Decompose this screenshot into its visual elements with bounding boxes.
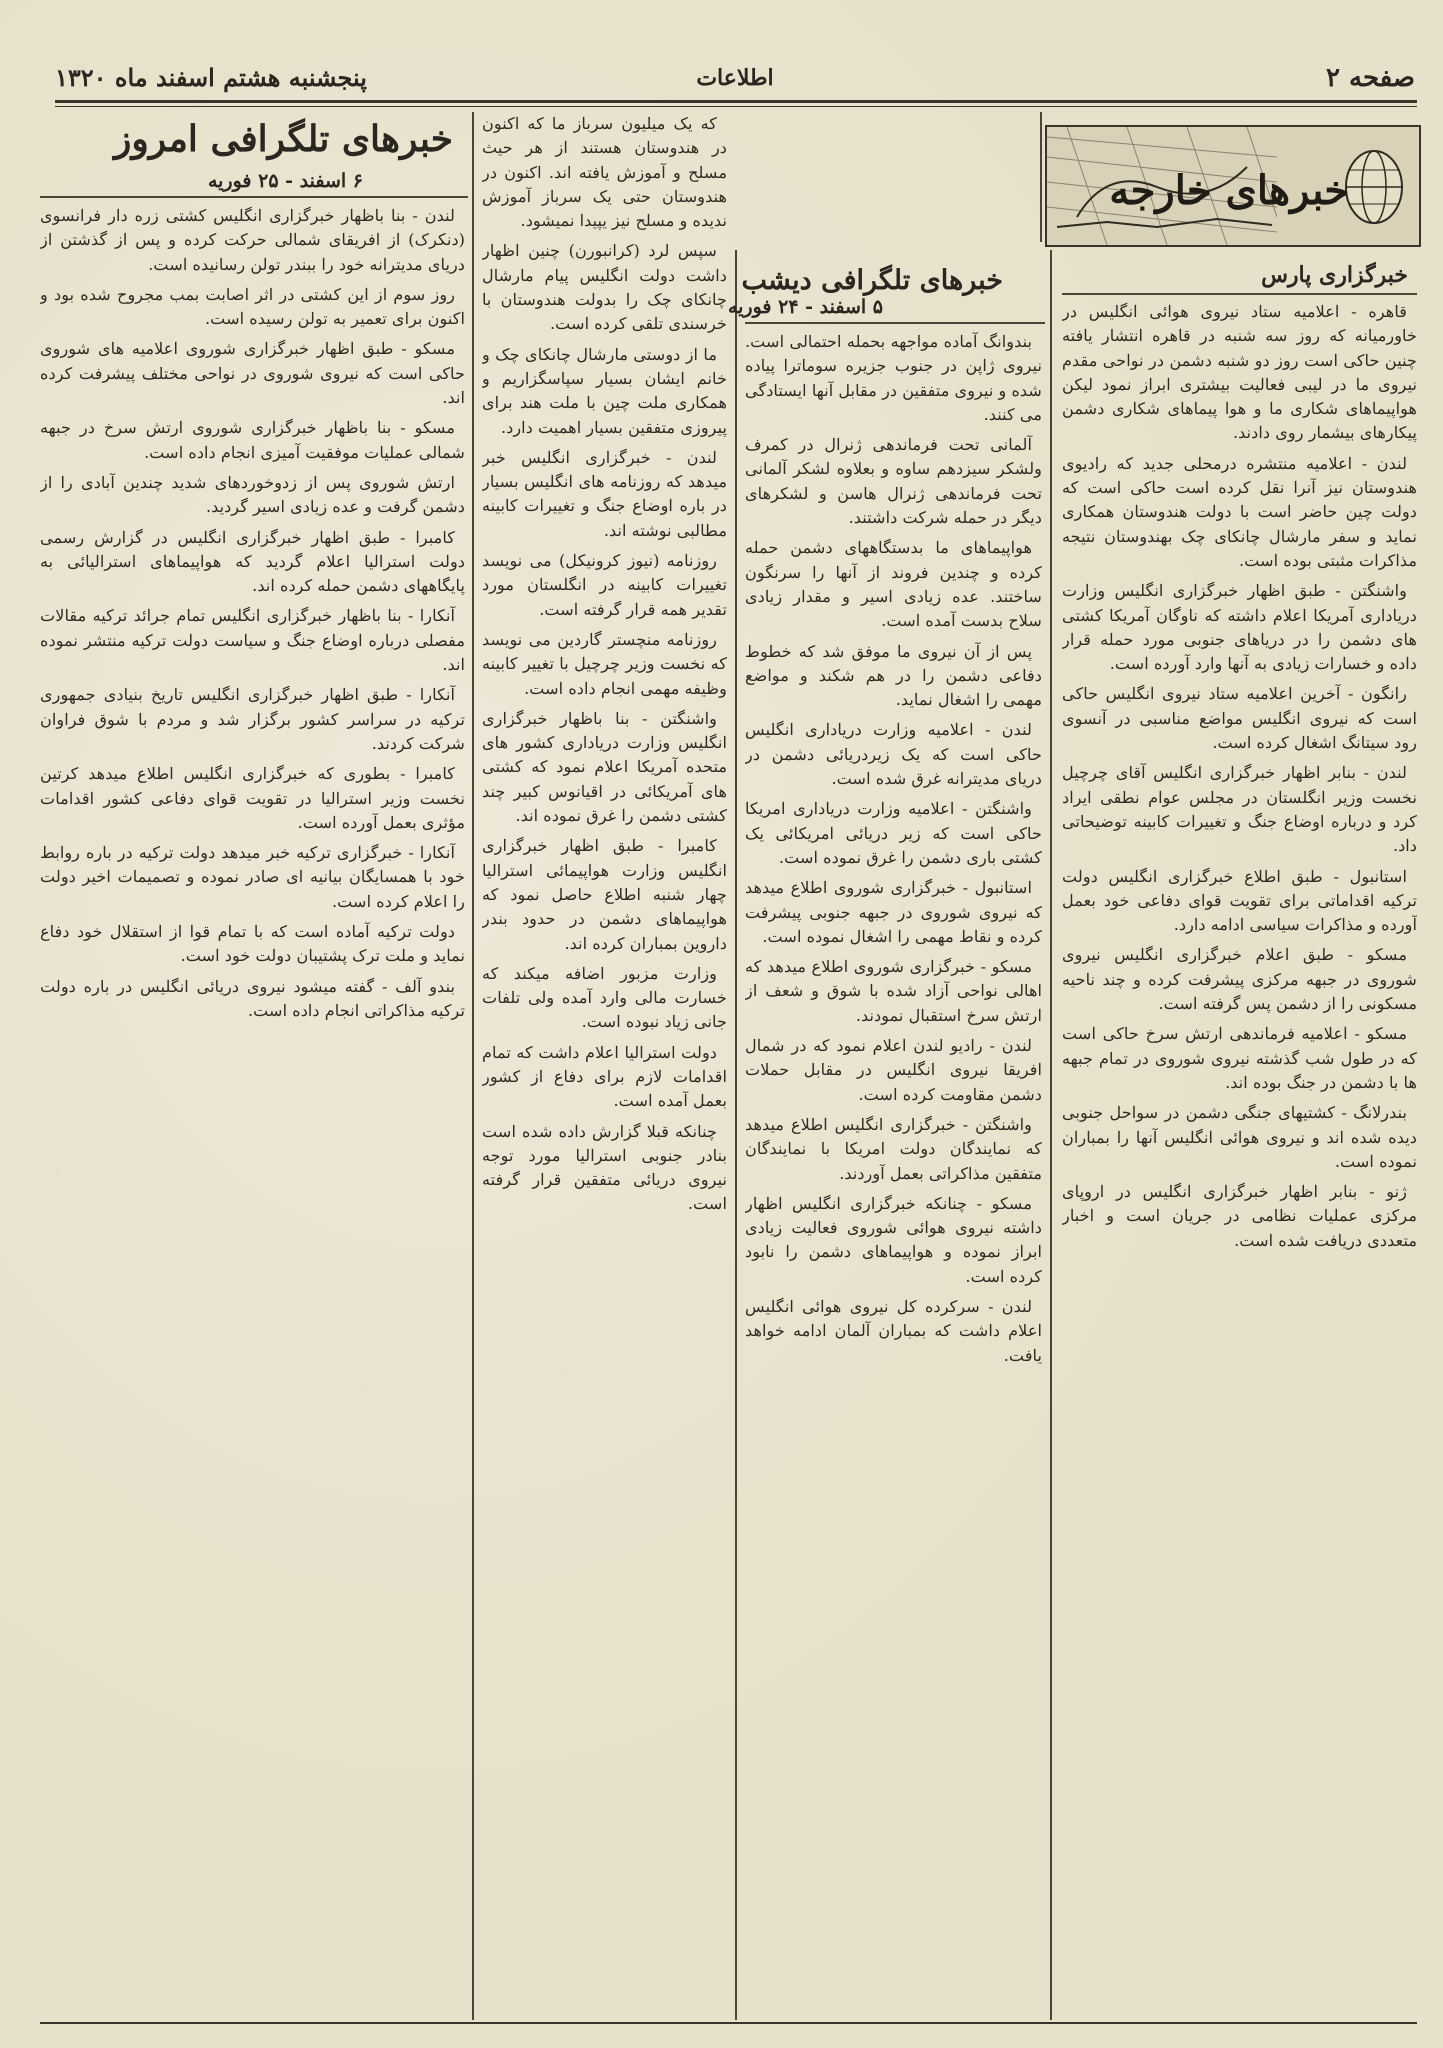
today-heading-rule [40, 196, 468, 198]
news-paragraph: واشنگتن - خبرگزاری انگلیس اطلاع میدهد که نمایندگان دولت امریکا با نمایندگان متفقین مذاکراتی بعمل آوردند. [745, 1114, 1042, 1183]
issue-date: پنجشنبه هشتم اسفند ماه ۱۳۲۰ [55, 63, 367, 92]
news-paragraph: قاهره - اعلامیه ستاد نیروی هوائی انگلیس در خاورمیانه که روز سه شنبه در قاهره انتشار یافته چنین حاکی است روز دو شنبه دشمن در نواحی مقدم نیروی ما در لیبی فعالیت بیشتری ابراز نمود لیکن هواپیماهای شکاری ما و هوا پیماهای شکاری دشمن پیکارهای بیشمار روی دادند. [1062, 302, 1417, 443]
pars-heading-rule [1062, 293, 1417, 295]
bottom-rule [40, 2022, 1417, 2024]
news-paragraph: بندو آلف - گفته میشود نیروی دریائی انگلیس در باره دولت ترکیه مذاکراتی انجام داده است. [40, 976, 465, 1020]
masthead-rule-thin [55, 106, 1417, 107]
news-paragraph: آلمانی تحت فرماندهی ژنرال در کمرف ولشکر سیزدهم ساوه و بعلاوه لشکر آلمانی تحت فرماندهی ژنرال هاسن و لشکرهای دیگر در حمله شرکت داشتند. [745, 435, 1042, 528]
news-paragraph: لندن - رادیو لندن اعلام نمود که در شمال افریقا نیروی انگلیس در مقابل حملات دشمن مقاومت کرده است. [745, 1036, 1042, 1104]
page-number: صفحه ۲ [1326, 63, 1415, 93]
telegraph-today-date: ۶ اسفند - ۲۵ فوریه [207, 170, 363, 192]
masthead-rule [55, 100, 1417, 103]
masthead [55, 55, 1415, 105]
column-telegraph-last-night [745, 330, 1042, 2020]
news-paragraph: آنکارا - طبق اظهار خبرگزاری انگلیس تاریخ بنیادی جمهوری ترکیه در سراسر کشور برگزار شد و مردم با شوق فراوان شرکت کردند. [40, 685, 465, 753]
telegraph-last-night-date: ۵ اسفند - ۲۴ فوریه [727, 296, 883, 318]
news-paragraph: روزنامه منچستر گاردین می نویسد که نخست وزیر چرچیل با تغییر کابینه وظیفه مهمی انجام داده است. [482, 629, 727, 698]
news-paragraph: رانگون - آخرین اعلامیه ستاد نیروی انگلیس حاکی است که نیروی انگلیس مواضع مناسبی در آنسوی رود سیتانگ اشغال کرده است. [1062, 684, 1417, 753]
news-paragraph: کامبرا - بطوری که خبرگزاری انگلیس اطلاع میدهد کرتین نخست وزیر استرالیا در تقویت قوای دفاعی کشور اقدامات مؤثری بعمل آورده است. [40, 764, 465, 832]
news-paragraph: مسکو - بنا باظهار خبرگزاری شوروی ارتش سرخ در جبهه شمالی عملیات موفقیت آمیزی انجام داده است. [40, 418, 465, 462]
news-paragraph: آنکارا - بنا باظهار خبرگزاری انگلیس تمام جرائد ترکیه مقالات مفصلی درباره اوضاع جنگ و سیاست دولت ترکیه منتشر نموده اند. [40, 606, 465, 675]
news-paragraph: مسکو - اعلامیه فرماندهی ارتش سرخ حاکی است که در طول شب گذشته نیروی شوروی در تمام جبهه ها با دشمن در جنگ بوده اند. [1062, 1024, 1417, 1092]
news-paragraph: استانبول - خبرگزاری شوروی اطلاع میدهد که نیروی شوروی در جبهه جنوبی پیشرفت کرده و نقاط مهمی را اشغال نموده است. [745, 878, 1042, 946]
news-paragraph: کامبرا - طبق اظهار خبرگزاری انگلیس وزارت هواپیمائی استرالیا چهار شنبه اطلاع حاصل نمود که هواپیماهای دشمن در حدود بندر داروین بمباران کرده اند. [482, 836, 727, 953]
foreign-news-banner [1045, 125, 1421, 247]
news-paragraph: دولت استرالیا اعلام داشت که تمام اقدامات لازم برای دفاع از کشور بعمل آمده است. [482, 1042, 727, 1111]
paper-name: اطلاعات [696, 65, 774, 91]
news-paragraph: آنکارا - خبرگزاری ترکیه خبر میدهد دولت ترکیه در باره روابط خود با همسایگان بیانیه ای صادر نموده و تصمیمات اخیر دولت را اعلام کرده است. [40, 843, 465, 911]
column-rule [1040, 112, 1042, 242]
telegraph-today-heading: خبرهای تلگرافی امروز [114, 118, 453, 160]
news-paragraph: ما از دوستی مارشال چانکای چک و خانم ایشان بسیار سپاسگزاریم و همکاری ملت چین با ملت هند برای پیروزی متفقین بسیار اهمیت دارد. [482, 344, 727, 437]
news-paragraph: روز سوم از این کشتی در اثر اصابت بمب مجروح شده بود و اکنون برای تعمیر به تولن رسیده است. [40, 284, 465, 329]
banner-title: خبرهای خارجه [1109, 167, 1349, 214]
news-paragraph: مسکو - طبق اعلام خبرگزاری انگلیس نیروی شوروی در جبهه مرکزی پیشرفت کرده و چند ناحیه مسکونی را از دشمن پس گرفته است. [1062, 945, 1417, 1014]
column-middle [482, 112, 727, 2020]
news-paragraph: مسکو - چنانکه خبرگزاری انگلیس اظهار داشته نیروی هوائی شوروی فعالیت زیادی ابراز نموده و هواپیماهای دشمن را نابود کرده است. [745, 1193, 1042, 1286]
news-paragraph: لندن - خبرگزاری انگلیس خبر میدهد که روزنامه های انگلیس بسیار در باره اوضاع جنگ و تغییرات کابینه مطالبی نوشته اند. [482, 447, 727, 540]
news-paragraph: وزارت مزبور اضافه میکند که خسارت مالی وارد آمده ولی تلفات جانی زیاد نبوده است. [482, 963, 727, 1032]
news-paragraph: بندوانگ آماده مواجهه بحمله احتمالی است. نیروی ژاپن در جنوب جزیره سوماترا پیاده شده و نیروی متفقین در مقابل آنها ایستادگی می کنند. [745, 332, 1042, 424]
news-paragraph: روزنامه (نیوز کرونیکل) می نویسد تغییرات کابینه در انگلستان مورد تقدیر همه قرار گرفته است. [482, 551, 727, 619]
news-paragraph: واشنگتن - اعلامیه وزارت دریاداری امریکا حاکی است که زیر دریائی امریکائی یک کشتی باری دشمن را غرق نموده است. [745, 799, 1042, 867]
news-paragraph: سپس لرد (کرانبورن) چنین اظهار داشت دولت انگلیس پیام مارشال چانکای چک را بدولت هندوستان با خرسندی تلقی کرده است. [482, 241, 727, 334]
news-paragraph: لندن - بنابر اظهار خبرگزاری انگلیس آقای چرچیل نخست وزیر انگلستان در مجلس عوام نطقی ایراد کرد و درباره اوضاع جنگ و تغییرات کابینه توضیحاتی داد. [1062, 763, 1417, 856]
news-paragraph: دولت ترکیه آماده است که با تمام قوا از استقلال خود دفاع نماید و ملت ترک پشتیبان دولت خود است. [40, 922, 465, 966]
news-paragraph: لندن - اعلامیه منتشره درمحلی جدید که رادیوی هندوستان نیز آنرا نقل کرده است حاکی است که دولت چین حاضر است با دولت هندوستان همکاری نماید و سفر مارشال چانکای چک بهندوستان نتیجه مذاکرات مثبتی بوده است. [1062, 453, 1417, 570]
globe-icon [1339, 142, 1409, 232]
news-paragraph: لندن - اعلامیه وزارت دریاداری انگلیس حاکی است که یک زیردریائی دشمن در دریای مدیترانه غرق شده است. [745, 720, 1042, 789]
column-rule [472, 112, 474, 2020]
news-paragraph: واشنگتن - بنا باظهار خبرگزاری انگلیس وزارت دریاداری کشور های متحده آمریکا اعلام نمود که کشتی های آمریکائی در اقیانوس کبیر چند کشتی دشمن را غرق نموده اند. [482, 708, 727, 826]
telegraph-last-night-heading: خبرهای تلگرافی دیشب [741, 265, 1003, 296]
news-paragraph: ژنو - بنابر اظهار خبرگزاری انگلیس در اروپای مرکزی عملیات نظامی در جریان است و اخبار متعددی دریافت شده است. [1062, 1182, 1417, 1250]
news-paragraph: که یک میلیون سرباز ما که اکنون در هندوستان هستند از هر حیث مسلح و آموزش یافته اند. اکنون در هندوستان حتی یک سرباز آموزش ندیده و مسلح نیز یپیدا نمیشود. [482, 114, 727, 231]
last-night-heading-rule [745, 322, 1045, 324]
news-paragraph: ارتش شوروی پس از زدوخوردهای شدید چندین آبادی را از دشمن گرفت و عده زیادی اسیر گردید. [40, 472, 465, 517]
news-paragraph: لندن - بنا باظهار خبرگزاری انگلیس کشتی زره دار فرانسوی (دنکرک) از افریقای شمالی حرکت کرده و پس از گذشتن از دریای مدیترانه خود را ببندر تولن رسانیده است. [40, 206, 465, 274]
column-pars-agency [1062, 300, 1417, 2020]
news-paragraph: استانبول - طبق اطلاع خبرگزاری انگلیس دولت ترکیه اقداماتی برای تقویت قوای دفاعی خود بعمل آورده و مذاکرات سیاسی ادامه دارد. [1062, 866, 1417, 935]
news-paragraph: مسکو - طبق اظهار خبرگزاری شوروی اعلامیه های شوروی حاکی است که نیروی شوروی در نواحی مختلف پیشرفت کرده اند. [40, 339, 465, 408]
news-paragraph: لندن - سرکرده کل نیروی هوائی انگلیس اعلام داشت که بمباران آلمان ادامه خواهد یافت. [745, 1296, 1042, 1365]
column-rule [735, 250, 737, 2020]
news-paragraph: مسکو - خبرگزاری شوروی اطلاع میدهد که اهالی نواحی آزاد شده با شوق و شعف از ارتش سرخ استقبال نمودند. [745, 957, 1042, 1025]
news-paragraph: واشنگتن - طبق اظهار خبرگزاری انگلیس وزارت دریاداری آمریکا اعلام داشته که ناوگان آمریکا کشتی های دشمن را در دریاهای جنوبی مورد حمله قرار داده و خسارات زیادی به آنها وارد آورده است. [1062, 581, 1417, 674]
news-paragraph: پس از آن نیروی ما موفق شد که خطوط دفاعی دشمن را در هم شکند و مواضع مهمی را اشغال نماید. [745, 641, 1042, 710]
news-paragraph: بندرلانگ - کشتیهای جنگی دشمن در سواحل جنوبی دیده شده اند و نیروی هوائی انگلیس آنها را بمباران نموده است. [1062, 1103, 1417, 1171]
column-rule [1050, 250, 1052, 2020]
pars-agency-heading: خبرگزاری پارس [1261, 262, 1408, 288]
news-paragraph: هواپیماهای ما بدستگاههای دشمن حمله کرده و چندین فروند از آنها را سرنگون ساختند. عده زیادی اسیر و مقدار زیادی سلاح بدست آمده است. [745, 538, 1042, 631]
column-telegraph-today [40, 204, 465, 2020]
news-paragraph: کامبرا - طبق اظهار خبرگزاری انگلیس در گزارش رسمی دولت استرالیا اعلام گردید که هواپیماهای استرالیائی به پایگاههای دشمن حمله کرده اند. [40, 527, 465, 596]
news-paragraph: چنانکه قبلا گزارش داده شده است بنادر جنوبی استرالیا مورد توجه نیروی دریائی متفقین قرار گرفته است. [482, 1121, 727, 1214]
